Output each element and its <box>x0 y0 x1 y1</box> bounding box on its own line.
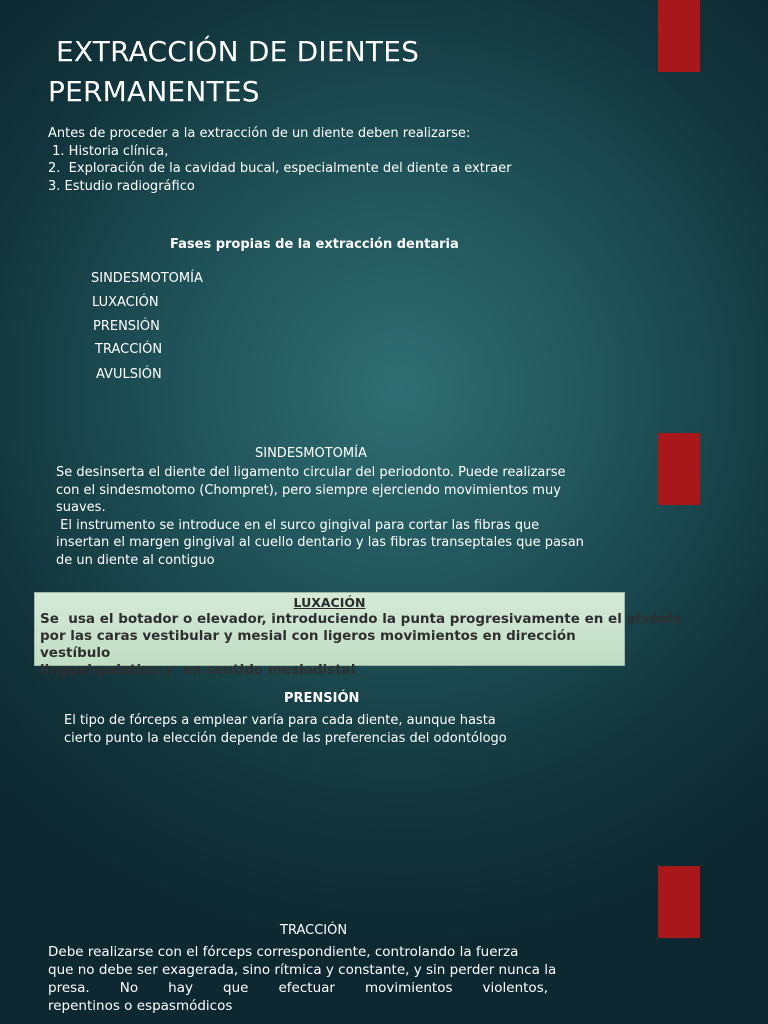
red-accent-bar-top <box>658 0 700 72</box>
text-line: suaves. <box>56 500 106 515</box>
intro-item: 2. Exploración de la cavidad bucal, especialmente del diente a extraer <box>48 161 512 176</box>
prension-heading: PRENSIÓN <box>284 691 360 706</box>
title-line-2: PERMANENTES <box>48 75 260 108</box>
sindesmotomia-text <box>56 464 596 569</box>
text-line: Se usa el botador o elevador, introduciendo la punta progresivamente en el alvéolo <box>40 611 682 627</box>
text-line: Se desinserta el diente del ligamento circular del periodonto. Puede realizarse <box>56 465 566 480</box>
text-line: por las caras vestibular y mesial con ligeros movimientos en dirección vestíbulo <box>40 628 576 661</box>
phases-heading: Fases propias de la extracción dentaria <box>170 237 459 252</box>
intro-item: 1. Historia clínica, <box>48 143 169 159</box>
traccion-text <box>48 943 578 1015</box>
text-line: El instrumento se introduce en el surco gingival para cortar las fibras que <box>56 517 540 533</box>
phase-item: AVULSIÓN <box>96 367 162 382</box>
text-line: de un diente al contiguo <box>56 552 215 568</box>
prension-text <box>64 712 584 747</box>
text-line: repentinos o espasmódicos <box>48 998 233 1014</box>
luxacion-text <box>40 611 682 679</box>
phase-item: TRACCIÓN <box>95 342 163 357</box>
sindesmotomia-heading: SINDESMOTOMÍA <box>255 446 367 461</box>
page-title <box>48 32 608 112</box>
text-line: insertan el margen gingival al cuello dentario y las fibras transeptales que pasan <box>56 535 584 550</box>
intro-section <box>48 125 648 195</box>
luxacion-box <box>34 592 682 678</box>
red-accent-bar-bottom <box>658 866 700 938</box>
text-line: presa. No hay que efectuar movimientos violentos, <box>48 980 549 996</box>
text-line: El tipo de fórceps a emplear varía para cada diente, aunque hasta <box>64 713 496 728</box>
text-line: lingual-palatino y en sentido mesiodistal <box>40 662 356 678</box>
text-line: Debe realizarse con el fórceps correspondiente, controlando la fuerza <box>48 944 519 960</box>
intro-lead: Antes de proceder a la extracción de un diente deben realizarse: <box>48 126 471 141</box>
luxacion-heading: LUXACIÓN <box>293 595 366 610</box>
red-accent-bar-middle <box>658 433 700 505</box>
phase-item: SINDESMOTOMÍA <box>91 271 203 286</box>
phase-item: LUXACIÓN <box>92 295 159 310</box>
traccion-heading: TRACCIÓN <box>280 923 348 938</box>
intro-item: 3. Estudio radiográfico <box>48 178 195 194</box>
text-line: que no debe ser exagerada, sino rítmica y constante, y sin perder nunca la <box>48 962 557 978</box>
text-line: con el sindesmotomo (Chompret), pero siempre ejerciendo movimientos muy <box>56 482 561 498</box>
phase-item: PRENSIÓN <box>93 319 160 334</box>
title-line-1: EXTRACCIÓN DE DIENTES <box>56 35 420 68</box>
text-line: cierto punto la elección depende de las preferencias del odontólogo <box>64 730 507 746</box>
